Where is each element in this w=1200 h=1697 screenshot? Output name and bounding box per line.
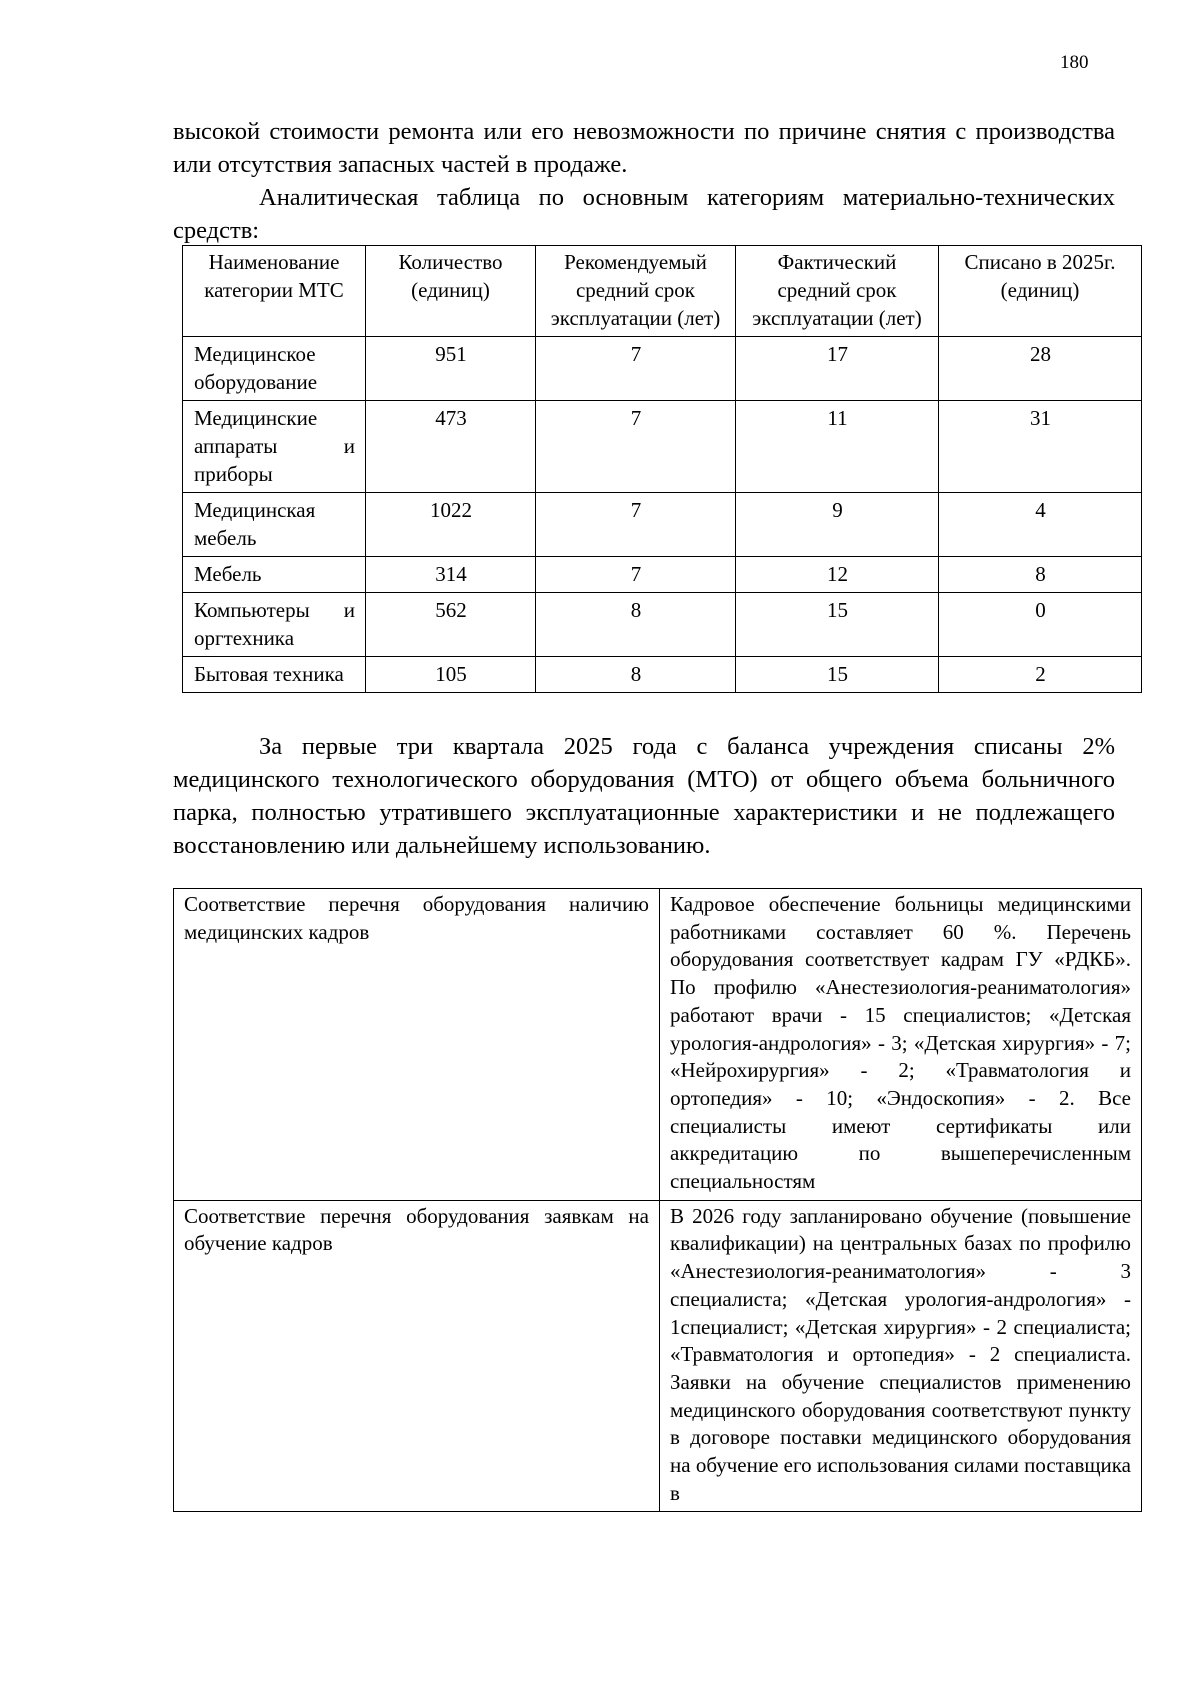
recommended-term-cell: 8 [536,657,736,693]
table-caption-text: Аналитическая таблица по основным категориям материально-технических средств: [173,184,1115,244]
header-recommended-term: Рекомендуемый средний срок эксплуатации (лет) [536,246,736,337]
actual-term-cell: 15 [736,593,939,657]
recommended-term-cell: 7 [536,493,736,557]
compliance-table [173,888,1142,1512]
criterion-cell: Соответствие перечня оборудования заявкам на обучение кадров [174,1200,660,1512]
quantity-cell: 1022 [366,493,536,557]
header-category-name: Наименование категории МТС [183,246,366,337]
table-row [183,401,1142,493]
description-cell: В 2026 году запланировано обучение (повышение квалификации) на центральных базах по профилю «Анестезиология-реаниматология» - 3 специалиста; «Детская урология-андрология» - 1специалист; «Детская хирургия» - 2 специалиста; «Травматология и ортопедия» - 2 специалиста. Заявки на обучение специалистов применению медицинского оборудования соответствуют пункту в договоре поставки медицинского оборудования на обучение его использования силами поставщика в [660,1200,1142,1512]
intro-continuation: высокой стоимости ремонта или его невозможности по причине снятия с производства или отсутствия запасных частей в продаже. [173,118,1115,178]
quantity-cell: 314 [366,557,536,593]
actual-term-cell: 12 [736,557,939,593]
category-name: Медицинские аппараты и приборы [183,401,366,493]
quantity-cell: 951 [366,337,536,401]
table-row [183,657,1142,693]
summary-paragraph-text: За первые три квартала 2025 года с баланса учреждения списаны 2% медицинского технологического оборудования (МТО) от общего объема больничного парка, полностью утратившего эксплуатационные характеристики и не подлежащего восстановлению или дальнейшему использованию. [173,733,1115,859]
table-row [183,493,1142,557]
summary-paragraph [173,730,1115,862]
table-row [174,1200,1142,1512]
table-row [183,337,1142,401]
actual-term-cell: 9 [736,493,939,557]
page-number: 180 [1060,52,1089,73]
table-caption [173,181,1115,247]
recommended-term-cell: 7 [536,337,736,401]
written-off-cell: 28 [939,337,1142,401]
written-off-cell: 8 [939,557,1142,593]
description-cell: Кадровое обеспечение больницы медицинскими работниками составляет 60 %. Перечень оборудования соответствует кадрам ГУ «РДКБ». По профилю «Анестезиология-реаниматология» работают врачи - 15 специалистов; «Детская урология-андрология» - 3; «Детская хирургия» - 7; «Нейрохирургия» - 2; «Травматология и ортопедия» - 10; «Эндоскопия» - 2. Все специалисты имеют сертификаты или аккредитацию по вышеперечисленным специальностям [660,889,1142,1201]
table-row [174,889,1142,1201]
recommended-term-cell: 8 [536,593,736,657]
header-actual-term: Фактический средний срок эксплуатации (лет) [736,246,939,337]
written-off-cell: 2 [939,657,1142,693]
recommended-term-cell: 7 [536,557,736,593]
written-off-cell: 0 [939,593,1142,657]
recommended-term-cell: 7 [536,401,736,493]
actual-term-cell: 11 [736,401,939,493]
quantity-cell: 105 [366,657,536,693]
asset-category-table [182,245,1142,693]
intro-section [173,115,1115,247]
category-name: Мебель [183,557,366,593]
asset-table-header-row [183,246,1142,337]
quantity-cell: 562 [366,593,536,657]
category-name: Медицинская мебель [183,493,366,557]
category-name: Медицинское оборудование [183,337,366,401]
quantity-cell: 473 [366,401,536,493]
table-row [183,557,1142,593]
category-name: Бытовая техника [183,657,366,693]
actual-term-cell: 17 [736,337,939,401]
header-written-off: Списано в 2025г. (единиц) [939,246,1142,337]
written-off-cell: 31 [939,401,1142,493]
criterion-cell: Соответствие перечня оборудования наличию медицинских кадров [174,889,660,1201]
table-row [183,593,1142,657]
actual-term-cell: 15 [736,657,939,693]
header-quantity: Количество (единиц) [366,246,536,337]
written-off-cell: 4 [939,493,1142,557]
category-name: Компьютеры и оргтехника [183,593,366,657]
